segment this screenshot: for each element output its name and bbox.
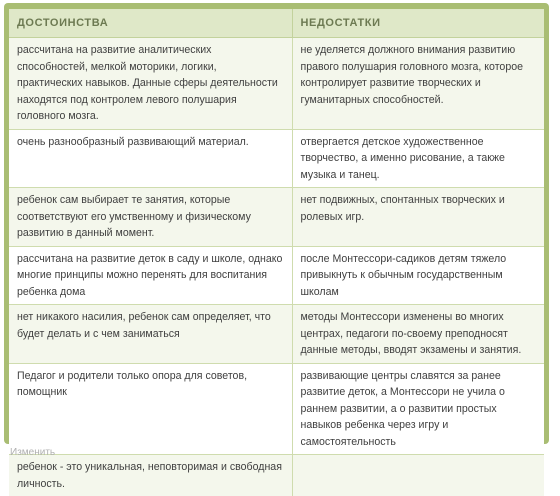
table-row — [9, 363, 544, 455]
advantage-cell: рассчитана на развитие аналитических способностей, мелкой моторики, логики, практических навыков. Данные сферы деятельности находятся под контролем левого полушария головного мозга. — [9, 38, 292, 130]
advantage-cell: очень разнообразный развивающий материал. — [9, 129, 292, 188]
disadvantage-cell: не уделяется должного внимания развитию правого полушария головного мозга, которое контролирует развитие творческих и гуманитарных способностей. — [292, 38, 544, 130]
advantage-cell: Педагог и родители только опора для советов, помощник — [9, 363, 292, 455]
disadvantage-cell: после Монтессори-садиков детям тяжело привыкнуть к обычным государственным школам — [292, 246, 544, 305]
disadvantage-cell — [292, 455, 544, 496]
disadvantage-cell: методы Монтессори изменены во многих центрах, педагоги по-своему преподносят данные методы, вводят экзамены и занятия. — [292, 305, 544, 364]
header-advantages: ДОСТОИНСТВА — [9, 9, 292, 38]
table-row — [9, 188, 544, 247]
advantage-cell: нет никакого насилия, ребенок сам определяет, что будет делать и с чем заниматься — [9, 305, 292, 364]
disadvantage-cell: отвергается детское художественное творчество, а именно рисование, а также музыка и танец. — [292, 129, 544, 188]
table-row — [9, 246, 544, 305]
advantage-cell: рассчитана на развитие деток в саду и школе, однако многие принципы можно перенять для воспитания ребенка дома — [9, 246, 292, 305]
header-disadvantages: НЕДОСТАТКИ — [292, 9, 544, 38]
table-row — [9, 38, 544, 130]
table-header-row — [9, 9, 544, 38]
table-row — [9, 455, 544, 496]
disadvantage-cell: нет подвижных, спонтанных творческих и ролевых игр. — [292, 188, 544, 247]
advantage-cell: ребенок сам выбирает те занятия, которые соответствуют его умственному и физическому развитию в данный момент. — [9, 188, 292, 247]
table-row — [9, 129, 544, 188]
disadvantage-cell: развивающие центры славятся за ранее развитие деток, а Монтессори не учила о раннем развитии, а о развитии простых навыков ребенка через игру и самостоятельность — [292, 363, 544, 455]
advantage-cell: ребенок - это уникальная, неповторимая и свободная личность. — [9, 455, 292, 496]
pros-cons-table — [9, 9, 544, 496]
comparison-table-frame — [4, 3, 549, 444]
table-row — [9, 305, 544, 364]
edit-caption: Изменить — [10, 447, 55, 458]
